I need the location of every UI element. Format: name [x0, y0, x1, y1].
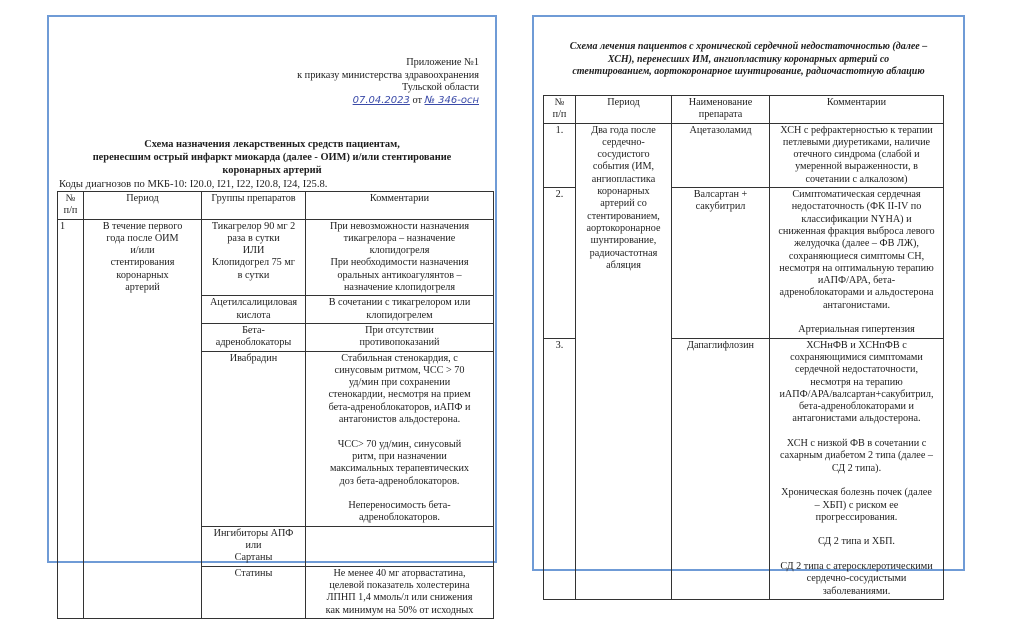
comment-cell: Симптоматическая сердечная недостаточность (ФК II-IV по классификации NYHA) и сниженная фракция выброса левого желудочка (далее – ФВ ЛЖ), сохраняющиеся симптомы СН, несмотря на оптимальную терапию иАПФ/АРА, бета- адреноблокаторами и альдостерона антагонистами. Артериальная гипертензия	[770, 188, 944, 339]
comment-cell	[306, 526, 494, 566]
right-document-page	[532, 15, 965, 597]
left-document-page	[47, 15, 497, 616]
drug-cell: Тикагрелор 90 мг 2 раза в сутки ИЛИ Клопидогрел 75 мг в сутки	[202, 219, 306, 296]
table-row	[58, 219, 494, 296]
comment-cell: Стабильная стенокардия, с синусовым ритмом, ЧСС > 70 уд/мин при сохранении стенокардии, несмотря на прием бета-адреноблокаторов, иАПФ и антагонистов альдостерона. ЧСС> 70 уд/мин, синусовый ритм, при назначении максимальных терапевтических доз бета-адреноблокаторов. Непереносимость бета- адреноблокаторов.	[306, 351, 494, 526]
comment-cell: При отсутствии противопоказаний	[306, 323, 494, 351]
handwritten-date: 07.04.2023	[352, 94, 410, 106]
comment-cell: ХСН с рефрактерностью к терапии петлевыми диуретиками, наличие отечного синдрома (слабой и умеренной выраженности, в сочетании с алкалозом)	[770, 123, 944, 187]
appendix-date-line	[297, 95, 479, 108]
row-number-cell: 2.	[544, 188, 576, 339]
drug-cell: Статины	[202, 566, 306, 618]
handwritten-number: № 346-осн	[424, 94, 479, 106]
appendix-line-3: Тульской области	[401, 82, 479, 94]
table-header-row	[544, 96, 944, 124]
table-header-row	[58, 192, 494, 220]
column-header-period: Период	[84, 192, 202, 220]
column-header-period: Период	[576, 96, 672, 124]
comment-cell: При невозможности назначения тикагрелора – назначение клопидогреля При необходимости назначения оральных антикоагулянтов – назначение клопидогреля	[306, 219, 494, 296]
period-cell: Два года после сердечно- сосудистого события (ИМ, ангиопластика коронарных артерий со стентированием, аортокоронарное шунтирование, радиочастотная абляция	[576, 123, 672, 599]
table-row	[544, 123, 944, 187]
appendix-line-2: к приказу министерства здравоохранения	[297, 69, 479, 81]
column-header-number: № п/п	[544, 96, 576, 124]
drug-cell: Бета- адреноблокаторы	[202, 323, 306, 351]
drug-cell: Ивабрадин	[202, 351, 306, 526]
from-label: от	[412, 94, 422, 106]
appendix-line-1: Приложение №1	[406, 57, 479, 68]
column-header-drug-groups: Группы препаратов	[202, 192, 306, 220]
column-header-comments: Комментарии	[770, 96, 944, 124]
comment-cell: Не менее 40 мг аторвастатина, целевой показатель холестерина ЛПНП 1,4 ммоль/л или снижения как минимум на 50% от исходных	[306, 566, 494, 618]
column-header-number: № п/п	[58, 192, 84, 220]
right-treatment-table	[543, 95, 944, 600]
drug-cell: Ацетилсалициловая кислота	[202, 296, 306, 324]
column-header-drug-name: Наименование препарата	[672, 96, 770, 124]
period-cell: В течение первого года после ОИМ и/или стентирования коронарных артерий	[84, 219, 202, 618]
drug-cell: Валсартан + сакубитрил	[672, 188, 770, 339]
left-document-title: Схема назначения лекарственных средств пациентам, перенесшим острый инфаркт миокарда (далее - ОИМ) и/или стентирование коронарных артерий	[92, 139, 452, 176]
row-number-cell: 3.	[544, 338, 576, 599]
row-number-cell: 1.	[544, 123, 576, 187]
appendix-block	[297, 57, 479, 107]
drug-cell: Ингибиторы АПФ или Сартаны	[202, 526, 306, 566]
comment-cell: ХСНнФВ и ХСНпФВ с сохраняющимися симптомами сердечной недостаточности, несмотря на терапию иАПФ/АРА/валсартан+сакубитрил, бета-адреноблокаторами и антагонистами альдостерона. ХСН с низкой ФВ в сочетании с сахарным диабетом 2 типа (далее – СД 2 типа). Хроническая болезнь почек (далее – ХБП) с риском ее прогрессирования. СД 2 типа и ХБП. СД 2 типа с атеросклеротическими сердечно-сосудистыми заболеваниями.	[770, 338, 944, 599]
right-document-title: Схема лечения пациентов с хронической сердечной недостаточностью (далее – ХСН), перенесших ИМ, ангиопластику коронарных артерий со стентированием, аортокоронарное шунтирование, радиочастотную аблацию	[569, 41, 928, 78]
drug-cell: Ацетазоламид	[672, 123, 770, 187]
comment-cell: В сочетании с тикагрелором или клопидогрелем	[306, 296, 494, 324]
drug-cell: Дапаглифлозин	[672, 338, 770, 599]
row-number-cell: 1	[58, 219, 84, 618]
diagnosis-codes: Коды диагнозов по МКБ-10: I20.0, I21, I22, I20.8, I24, I25.8.	[59, 179, 328, 190]
left-prescription-table	[57, 191, 494, 619]
column-header-comments: Комментарии	[306, 192, 494, 220]
